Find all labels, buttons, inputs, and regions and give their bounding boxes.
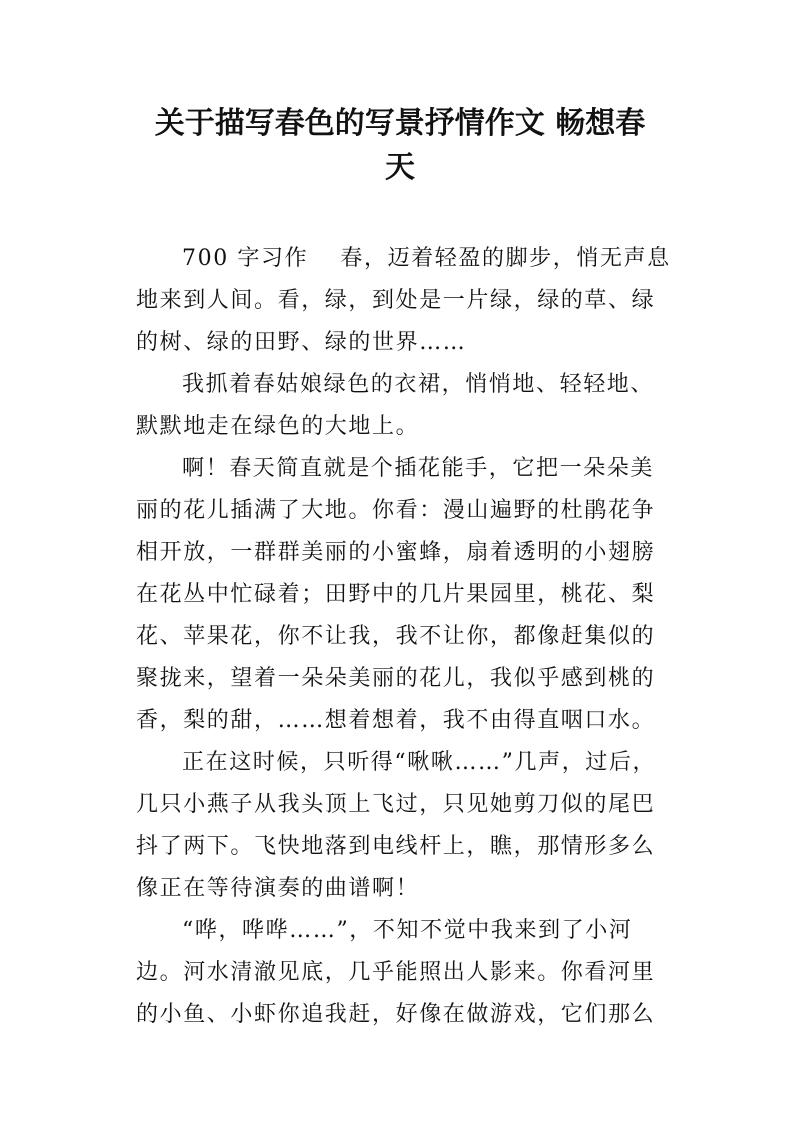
body-line: 默默地走在绿色的大地上。 [136, 414, 420, 439]
document-title [0, 102, 800, 190]
body-line: 相开放，一群群美丽的小蜜蜂，扇着透明的小翅膀 [136, 540, 656, 565]
body-line: “哗，哗哗……”，不知不觉中我来到了小河 [182, 918, 633, 943]
body-line: 啊！春天简直就是个插花能手，它把一朵朵美 [182, 456, 655, 481]
body-line: 丽的花儿插满了大地。你看：漫山遍野的杜鹃花争 [136, 498, 656, 523]
title-line-2: 天 [385, 150, 415, 185]
body-line: 在花丛中忙碌着；田野中的几片果园里，桃花、梨 [136, 582, 656, 607]
body-line: 的树、绿的田野、绿的世界…… [136, 330, 467, 355]
title-line-1: 关于描写春色的写景抒情作文 畅想春 [154, 106, 646, 141]
body-line: 香，梨的甜，……想着想着，我不由得直咽口水。 [136, 708, 656, 733]
document-body [136, 238, 671, 1036]
body-line: 边。河水清澈见底，几乎能照出人影来。你看河里 [136, 960, 656, 985]
body-line: 像正在等待演奏的曲谱啊！ [136, 876, 420, 901]
body-line: 聚拢来，望着一朵朵美丽的花儿，我似乎感到桃的 [136, 666, 656, 691]
body-line: 花、苹果花，你不让我，我不让你，都像赶集似的 [136, 624, 656, 649]
body-line: 抖了两下。飞快地落到电线杆上，瞧，那情形多么 [136, 834, 656, 859]
body-line: 的小鱼、小虾你追我赶，好像在做游戏，它们那么 [136, 1002, 656, 1027]
body-line: 几只小燕子从我头顶上飞过，只见她剪刀似的尾巴 [136, 792, 656, 817]
body-line: 正在这时候，只听得“啾啾……”几声，过后， [182, 750, 657, 775]
body-line: 700 字习作 春，迈着轻盈的脚步，悄无声息 [182, 246, 671, 271]
body-line: 地来到人间。看，绿，到处是一片绿，绿的草、绿 [136, 288, 656, 313]
body-line: 我抓着春姑娘绿色的衣裙，悄悄地、轻轻地、 [182, 372, 655, 397]
